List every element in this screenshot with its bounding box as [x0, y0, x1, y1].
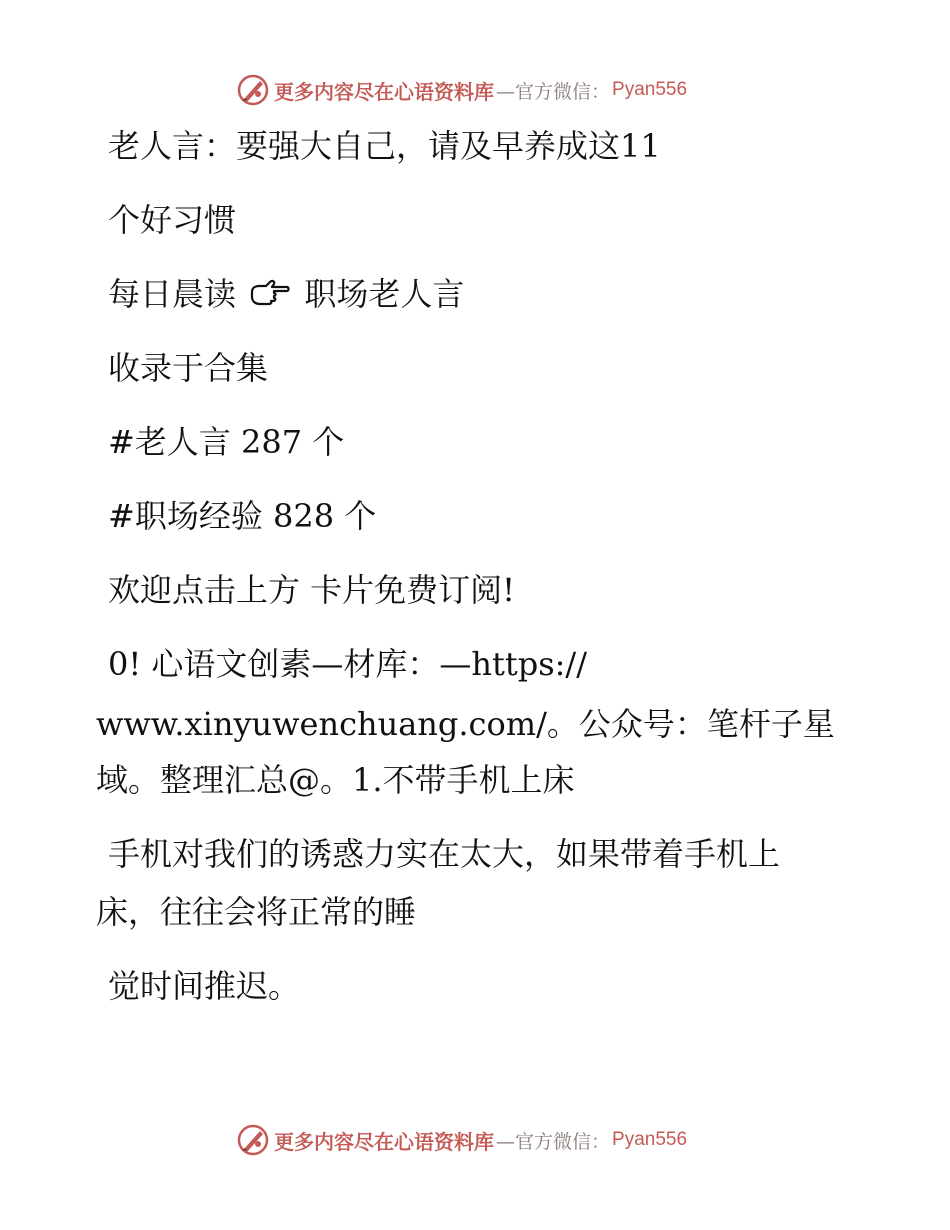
- tag-career-experience[interactable]: #职场经验 828 个: [108, 497, 377, 535]
- pointing-hand-icon: [250, 278, 290, 308]
- footer-banner-text: 更多内容尽在心语资料库: [274, 1129, 494, 1154]
- header-banner-wechat-id: Pyan556: [612, 79, 688, 100]
- header-banner-wechat-label: —官方微信：: [496, 80, 611, 103]
- subscribe-prompt: 欢迎点击上方 卡片免费订阅!: [108, 571, 516, 609]
- brush-logo-icon: [236, 73, 270, 107]
- article-title-line-1: 老人言：要强大自己，请及早养成这11: [108, 127, 661, 165]
- daily-reading-suffix: 职场老人言: [304, 275, 465, 313]
- header-banner-text: 更多内容尽在心语资料库: [274, 79, 494, 104]
- header-banner: [236, 72, 687, 108]
- paragraph-line-3: 觉时间推迟。: [108, 967, 301, 1005]
- paragraph-line-2: 床，往往会将正常的睡: [96, 893, 417, 931]
- daily-reading-line: [108, 274, 464, 314]
- article-title-line-2: 个好习惯: [108, 201, 237, 239]
- brush-logo-icon: [236, 1123, 270, 1157]
- paragraph-line-1: 手机对我们的诱惑力实在太大，如果带着手机上: [108, 835, 781, 873]
- source-line-3: 域。整理汇总@。1.不带手机上床: [96, 761, 575, 799]
- footer-banner-wechat-label: —官方微信：: [496, 1130, 611, 1153]
- daily-reading-prefix: 每日晨读: [108, 275, 237, 313]
- collection-label: 收录于合集: [108, 349, 269, 387]
- tag-laorenyan[interactable]: #老人言 287 个: [108, 423, 345, 461]
- source-line-2: www.xinyuwenchuang.com/。公众号：笔杆子星: [96, 705, 835, 743]
- source-line-1: 0! 心语文创素—材库：—https://: [108, 645, 587, 683]
- footer-banner: [236, 1122, 687, 1158]
- footer-banner-wechat-id: Pyan556: [612, 1129, 688, 1150]
